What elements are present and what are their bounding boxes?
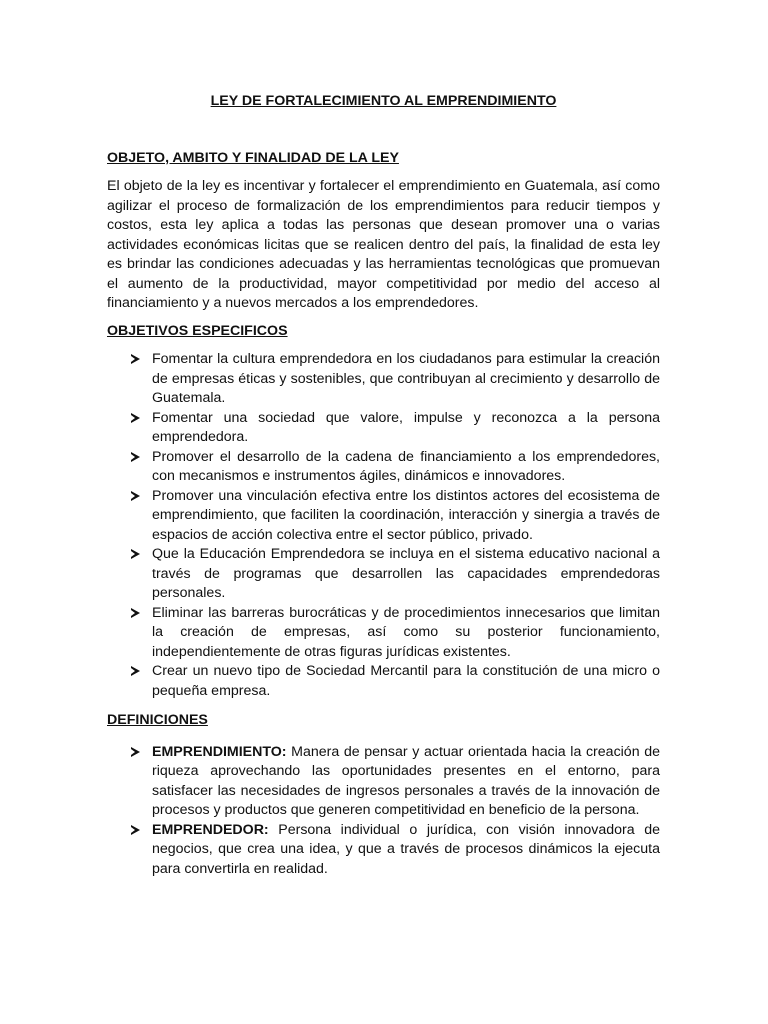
- list-item-text: Crear un nuevo tipo de Sociedad Mercantil para la constitución de una micro o pequeña empresa.: [152, 663, 660, 699]
- arrow-bullet-icon: [131, 491, 140, 501]
- list-item: [107, 545, 660, 604]
- definition-item: [107, 821, 660, 880]
- list-item: [107, 604, 660, 663]
- list-item: [107, 350, 660, 409]
- list-item-text: Fomentar una sociedad que valore, impulse y reconozca a la persona emprendedora.: [152, 409, 660, 445]
- arrow-bullet-icon: [131, 608, 140, 618]
- list-item-text: Promover el desarrollo de la cadena de financiamiento a los emprendedores, con mecanismos e instrumentos ágiles, dinámicos e innovadores.: [152, 448, 660, 484]
- list-item: [107, 487, 660, 546]
- arrow-bullet-icon: [131, 825, 140, 835]
- section-heading-definiciones: DEFINICIONES: [107, 712, 208, 728]
- definition-text: Persona individual o jurídica, con visión innovadora de negocios, que crea una idea, y que a través de procesos dinámicos la ejecuta para convertirla en realidad.: [152, 821, 660, 877]
- list-item: [107, 662, 660, 701]
- section-heading-objetivos: OBJETIVOS ESPECIFICOS: [107, 322, 288, 339]
- definition-term: EMPRENDEDOR:: [152, 821, 269, 838]
- arrow-bullet-icon: [131, 413, 140, 423]
- definition-text: Manera de pensar y actuar orientada hacia la creación de riqueza aprovechando las oportunidades presentes en el entorno, para satisfacer las necesidades de ingresos personales a través de la innovación de procesos y productos que generen competitividad en beneficio de la persona.: [152, 743, 660, 818]
- arrow-bullet-icon: [131, 666, 140, 676]
- list-item-text: Que la Educación Emprendedora se incluya en el sistema educativo nacional a través de programas que desarrollen las capacidades emprendedoras personales.: [152, 546, 660, 601]
- document-page: [107, 92, 660, 879]
- arrow-bullet-icon: [131, 549, 140, 559]
- list-item: [107, 448, 660, 487]
- document-title: LEY DE FORTALECIMIENTO AL EMPRENDIMIENTO: [210, 93, 557, 109]
- definition-item: [107, 743, 660, 821]
- objeto-paragraph: El objeto de la ley es incentivar y fortalecer el emprendimiento en Guatemala, así como agilizar el proceso de formalización de los emprendimientos para reducir tiempos y costos, esta ley aplica a todas las personas que desean promover una o varias actividades económicas licitas que se realicen dentro del país, la finalidad de esta ley es brindar las condiciones adecuadas y las herramientas tecnológicas que promuevan el aumento de la productividad, mayor competitividad por medio del acceso al financiamiento y a nuevos mercados a los emprendedores.: [107, 178, 660, 311]
- arrow-bullet-icon: [131, 452, 140, 462]
- list-item: [107, 409, 660, 448]
- arrow-bullet-icon: [131, 354, 140, 364]
- list-item-text: Fomentar la cultura emprendedora en los ciudadanos para estimular la creación de empresas éticas y sostenibles, que contribuyan al crecimiento y desarrollo de Guatemala.: [152, 351, 660, 406]
- objetivos-list: [107, 350, 660, 701]
- arrow-bullet-icon: [131, 747, 140, 757]
- list-item-text: Eliminar las barreras burocráticas y de procedimientos innecesarios que limitan la creación de empresas, así como su posterior funcionamiento, independientemente de otras figuras jurídicas existentes.: [152, 604, 660, 660]
- list-item-text: Promover una vinculación efectiva entre los distintos actores del ecosistema de emprendimiento, que faciliten la coordinación, interacción y sinergia a través de espacios de acción colectiva entre el sector público, privado.: [152, 487, 660, 543]
- definiciones-list: [107, 743, 660, 880]
- definition-term: EMPRENDIMIENTO:: [152, 743, 287, 760]
- section-heading-objeto: OBJETO, AMBITO Y FINALIDAD DE LA LEY: [107, 149, 399, 166]
